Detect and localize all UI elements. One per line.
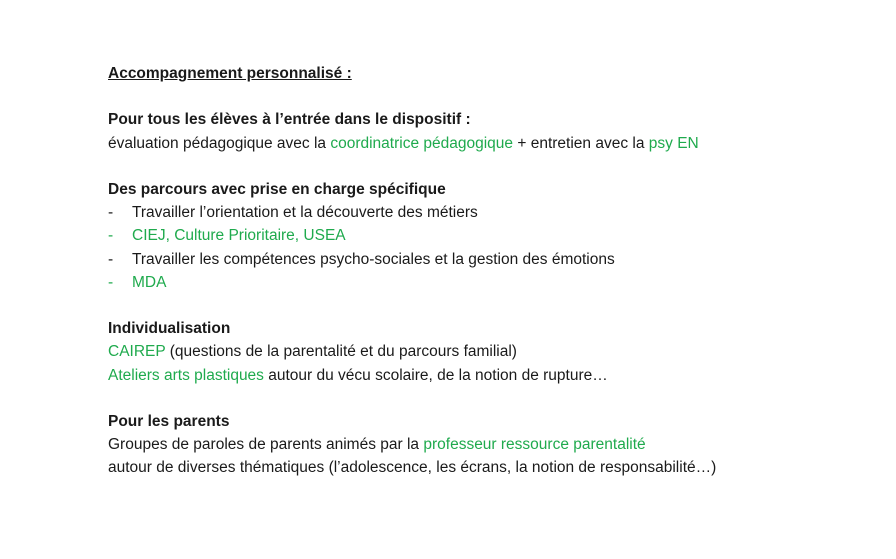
coordinatrice-highlight: coordinatrice pédagogique (330, 134, 514, 152)
section-heading-parcours: Des parcours avec prise en charge spécifique (108, 180, 446, 198)
psy-en-highlight: psy EN (648, 134, 699, 152)
list-item-text: Travailler l’orientation et la découverte des métiers (132, 204, 478, 222)
cairep-highlight: CAIREP (108, 343, 166, 361)
spacer (108, 155, 716, 178)
spacer (108, 387, 716, 410)
evaluation-text: évaluation pédagogique avec la (108, 134, 331, 152)
section-heading-individualisation: Individualisation (108, 320, 231, 338)
list-item-text: Travailler les compétences psycho-sociales et la gestion des émotions (132, 250, 615, 268)
dash-bullet: - (108, 227, 114, 245)
list-item (108, 224, 716, 247)
dash-bullet: - (108, 204, 114, 222)
groupes-text: Groupes de paroles de parents animés par la (108, 436, 424, 454)
spacer (108, 294, 716, 317)
dash-bullet: - (108, 273, 114, 291)
slide-content (108, 62, 716, 480)
list-item-text: MDA (132, 273, 167, 291)
list-item (108, 201, 716, 224)
cairep-line (108, 340, 716, 363)
list-item-text: CIEJ, Culture Prioritaire, USEA (132, 227, 346, 245)
thematiques-line: autour de diverses thématiques (l’adolescence, les écrans, la notion de responsabilité…) (108, 459, 717, 477)
page-title: Accompagnement personnalisé : (108, 65, 352, 82)
dash-bullet: - (108, 250, 114, 268)
section-heading-all-students: Pour tous les élèves à l’entrée dans le dispositif : (108, 111, 471, 129)
ateliers-text: autour du vécu scolaire, de la notion de rupture… (263, 366, 608, 384)
cairep-text: (questions de la parentalité et du parcours familial) (165, 343, 517, 361)
ateliers-highlight: Ateliers arts plastiques (108, 366, 264, 384)
section-heading-parents: Pour les parents (108, 412, 230, 430)
professeur-highlight: professeur ressource parentalité (423, 436, 646, 454)
list-item (108, 248, 716, 271)
entretien-text: + entretien avec la (513, 134, 649, 152)
ateliers-line (108, 364, 716, 387)
groupes-line (108, 433, 716, 456)
spacer (108, 85, 716, 108)
evaluation-line (108, 132, 716, 155)
list-item (108, 271, 716, 294)
